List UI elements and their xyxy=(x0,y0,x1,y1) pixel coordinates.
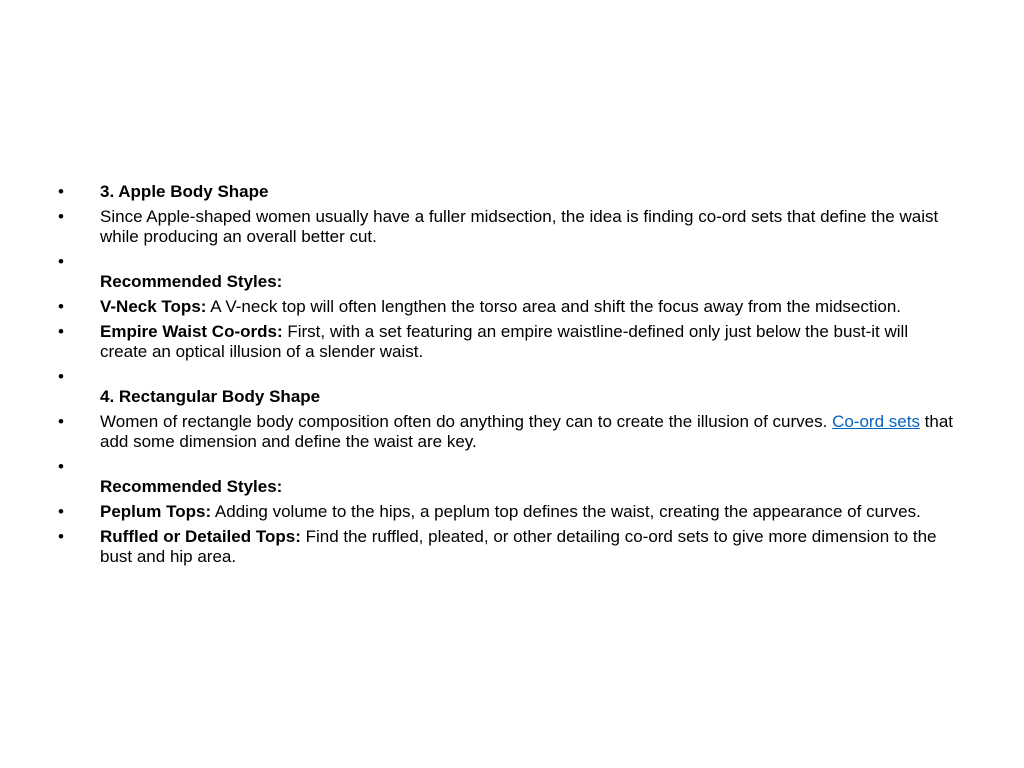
paragraph-text-after-link: that add some dimension and define the waist are key. xyxy=(100,412,954,451)
list-item-recommended-styles-2 xyxy=(58,457,958,497)
co-ord-sets-link[interactable]: Co-ord sets xyxy=(832,412,920,431)
list-item-rectangular-intro xyxy=(58,412,958,452)
section-heading: • 4. Rectangular Body Shape xyxy=(100,387,321,406)
subsection-heading: • Recommended Styles: xyxy=(100,477,283,496)
bullet-list xyxy=(58,182,958,572)
list-item-apple-intro xyxy=(58,207,958,247)
section-heading: 3. Apple Body Shape xyxy=(100,182,269,201)
style-description: Find the ruffled, pleated, or other detailing co-ord sets to give more dimension to the bust and hip area. xyxy=(100,527,937,566)
empty-line xyxy=(100,367,958,387)
list-item-rectangular-heading xyxy=(58,367,958,407)
style-description: A V-neck top will often lengthen the torso area and shift the focus away from the midsection. xyxy=(206,297,901,316)
list-item-ruffled xyxy=(58,527,958,567)
empty-line xyxy=(100,252,958,272)
style-label: Ruffled or Detailed Tops: xyxy=(100,527,301,546)
paragraph-text: Since Apple-shaped women usually have a fuller midsection, the idea is finding co-ord sets that define the waist while producing an overall better cut. xyxy=(100,207,939,246)
list-item-recommended-styles xyxy=(58,252,958,292)
empty-line xyxy=(100,457,958,477)
list-item-peplum xyxy=(58,502,958,522)
style-description: First, with a set featuring an empire waistline-defined only just below the bust-it will create an optical illusion of a slender waist. xyxy=(100,322,909,361)
style-label: V-Neck Tops: xyxy=(100,297,207,316)
paragraph-text: Women of rectangle body composition often do anything they can to create the illusion of curves. xyxy=(100,412,828,431)
subsection-heading: • Recommended Styles: xyxy=(100,272,283,291)
style-label: Empire Waist Co-ords: xyxy=(100,322,283,341)
list-item-vneck xyxy=(58,297,958,317)
list-item-apple-heading xyxy=(58,182,958,202)
style-label: Peplum Tops: xyxy=(100,502,212,521)
style-description: Adding volume to the hips, a peplum top defines the waist, creating the appearance of curves. xyxy=(211,502,921,521)
list-item-empire-waist xyxy=(58,322,958,362)
